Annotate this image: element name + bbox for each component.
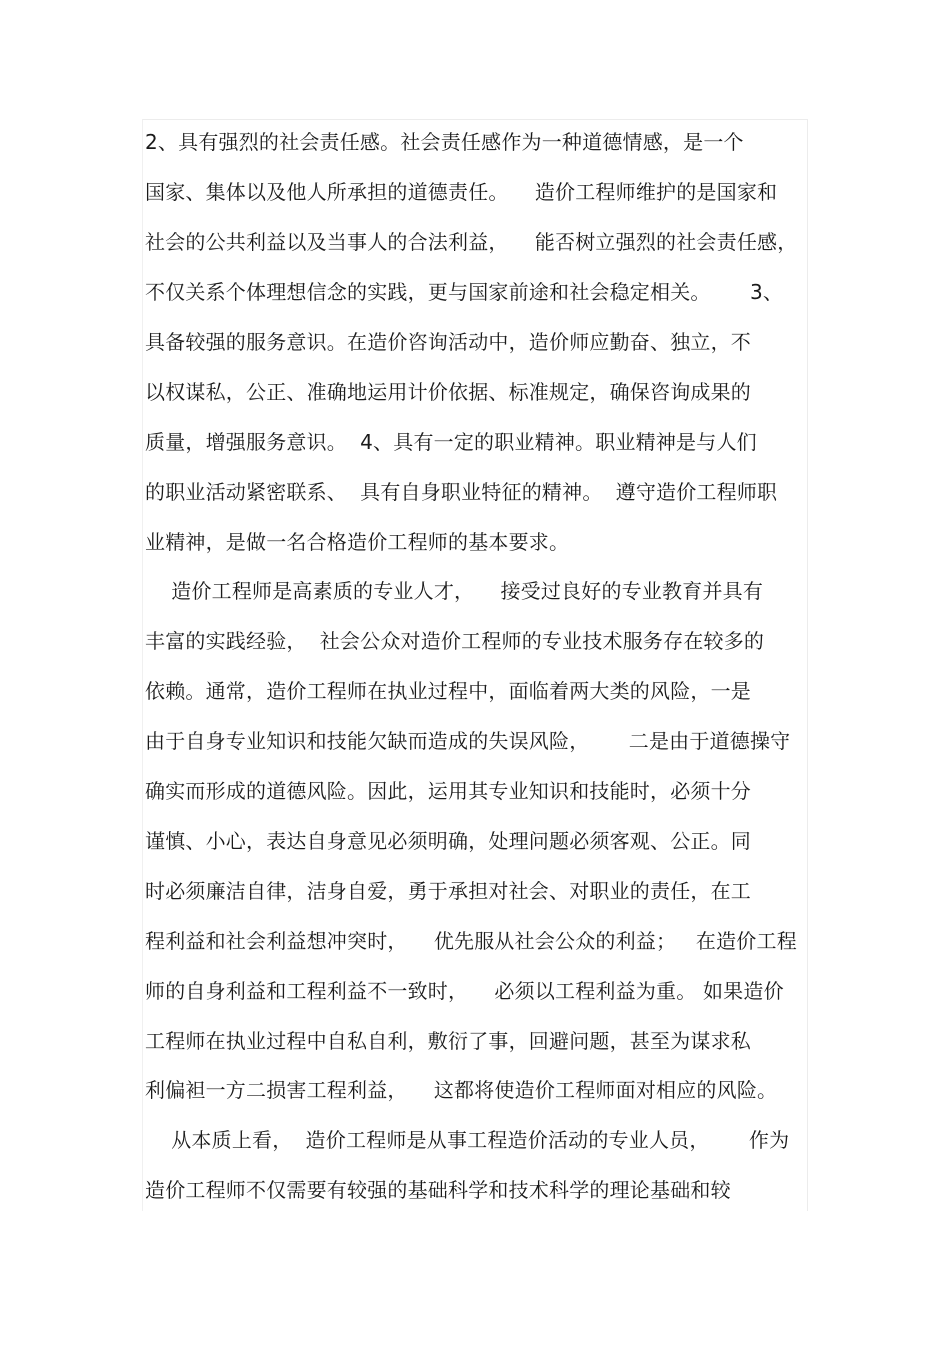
- text-line: 由于自身专业知识和技能欠缺而造成的失误风险， 二是由于道德操守: [145, 729, 791, 753]
- text-line: 确实而形成的道德风险。因此，运用其专业知识和技能时，必须十分: [145, 779, 751, 803]
- text-line: 不仅关系个体理想信念的实践，更与国家前途和社会稳定相关。 3、: [145, 280, 784, 304]
- text-line: 程利益和社会利益想冲突时， 优先服从社会公众的利益； 在造价工程: [145, 929, 797, 953]
- text-line: 师的自身利益和工程利益不一致时， 必须以工程利益为重。 如果造价: [145, 979, 784, 1003]
- text-line: 造价工程师是高素质的专业人才， 接受过良好的专业教育并具有: [145, 579, 764, 603]
- text-line: 利偏袒一方二损害工程利益， 这都将使造价工程师面对相应的风险。: [145, 1078, 778, 1102]
- text-line: 时必须廉洁自律，洁身自爱，勇于承担对社会、对职业的责任，在工: [145, 879, 751, 903]
- text-line: 具备较强的服务意识。在造价咨询活动中，造价师应勤奋、独立，不: [145, 330, 751, 354]
- text-line: 质量，增强服务意识。 4、具有一定的职业精神。职业精神是与人们: [145, 430, 757, 454]
- text-line: 的职业活动紧密联系、 具有自身职业特征的精神。 遵守造价工程师职: [145, 480, 778, 504]
- text-line: 丰富的实践经验， 社会公众对造价工程师的专业技术服务存在较多的: [145, 629, 765, 653]
- text-line: 谨慎、小心，表达自身意见必须明确，处理问题必须客观、公正。同: [145, 829, 751, 853]
- text-line: 业精神，是做一名合格造价工程师的基本要求。: [145, 530, 570, 554]
- text-line: 依赖。通常，造价工程师在执业过程中，面临着两大类的风险，一是: [145, 679, 751, 703]
- text-line: 从本质上看， 造价工程师是从事工程造价活动的专业人员， 作为: [145, 1128, 790, 1152]
- text-line: 社会的公共利益以及当事人的合法利益， 能否树立强烈的社会责任感，: [145, 230, 798, 254]
- text-line: 国家、集体以及他人所承担的道德责任。 造价工程师维护的是国家和: [145, 180, 778, 204]
- text-line: 造价工程师不仅需要有较强的基础科学和技术科学的理论基础和较: [145, 1178, 731, 1202]
- text-line: 以权谋私，公正、准确地运用计价依据、标准规定，确保咨询成果的: [145, 380, 751, 404]
- text-line: 工程师在执业过程中自私自利，敷衍了事，回避问题，甚至为谋求私: [145, 1029, 751, 1053]
- text-line: 2、具有强烈的社会责任感。社会责任感作为一种道德情感，是一个: [145, 130, 744, 154]
